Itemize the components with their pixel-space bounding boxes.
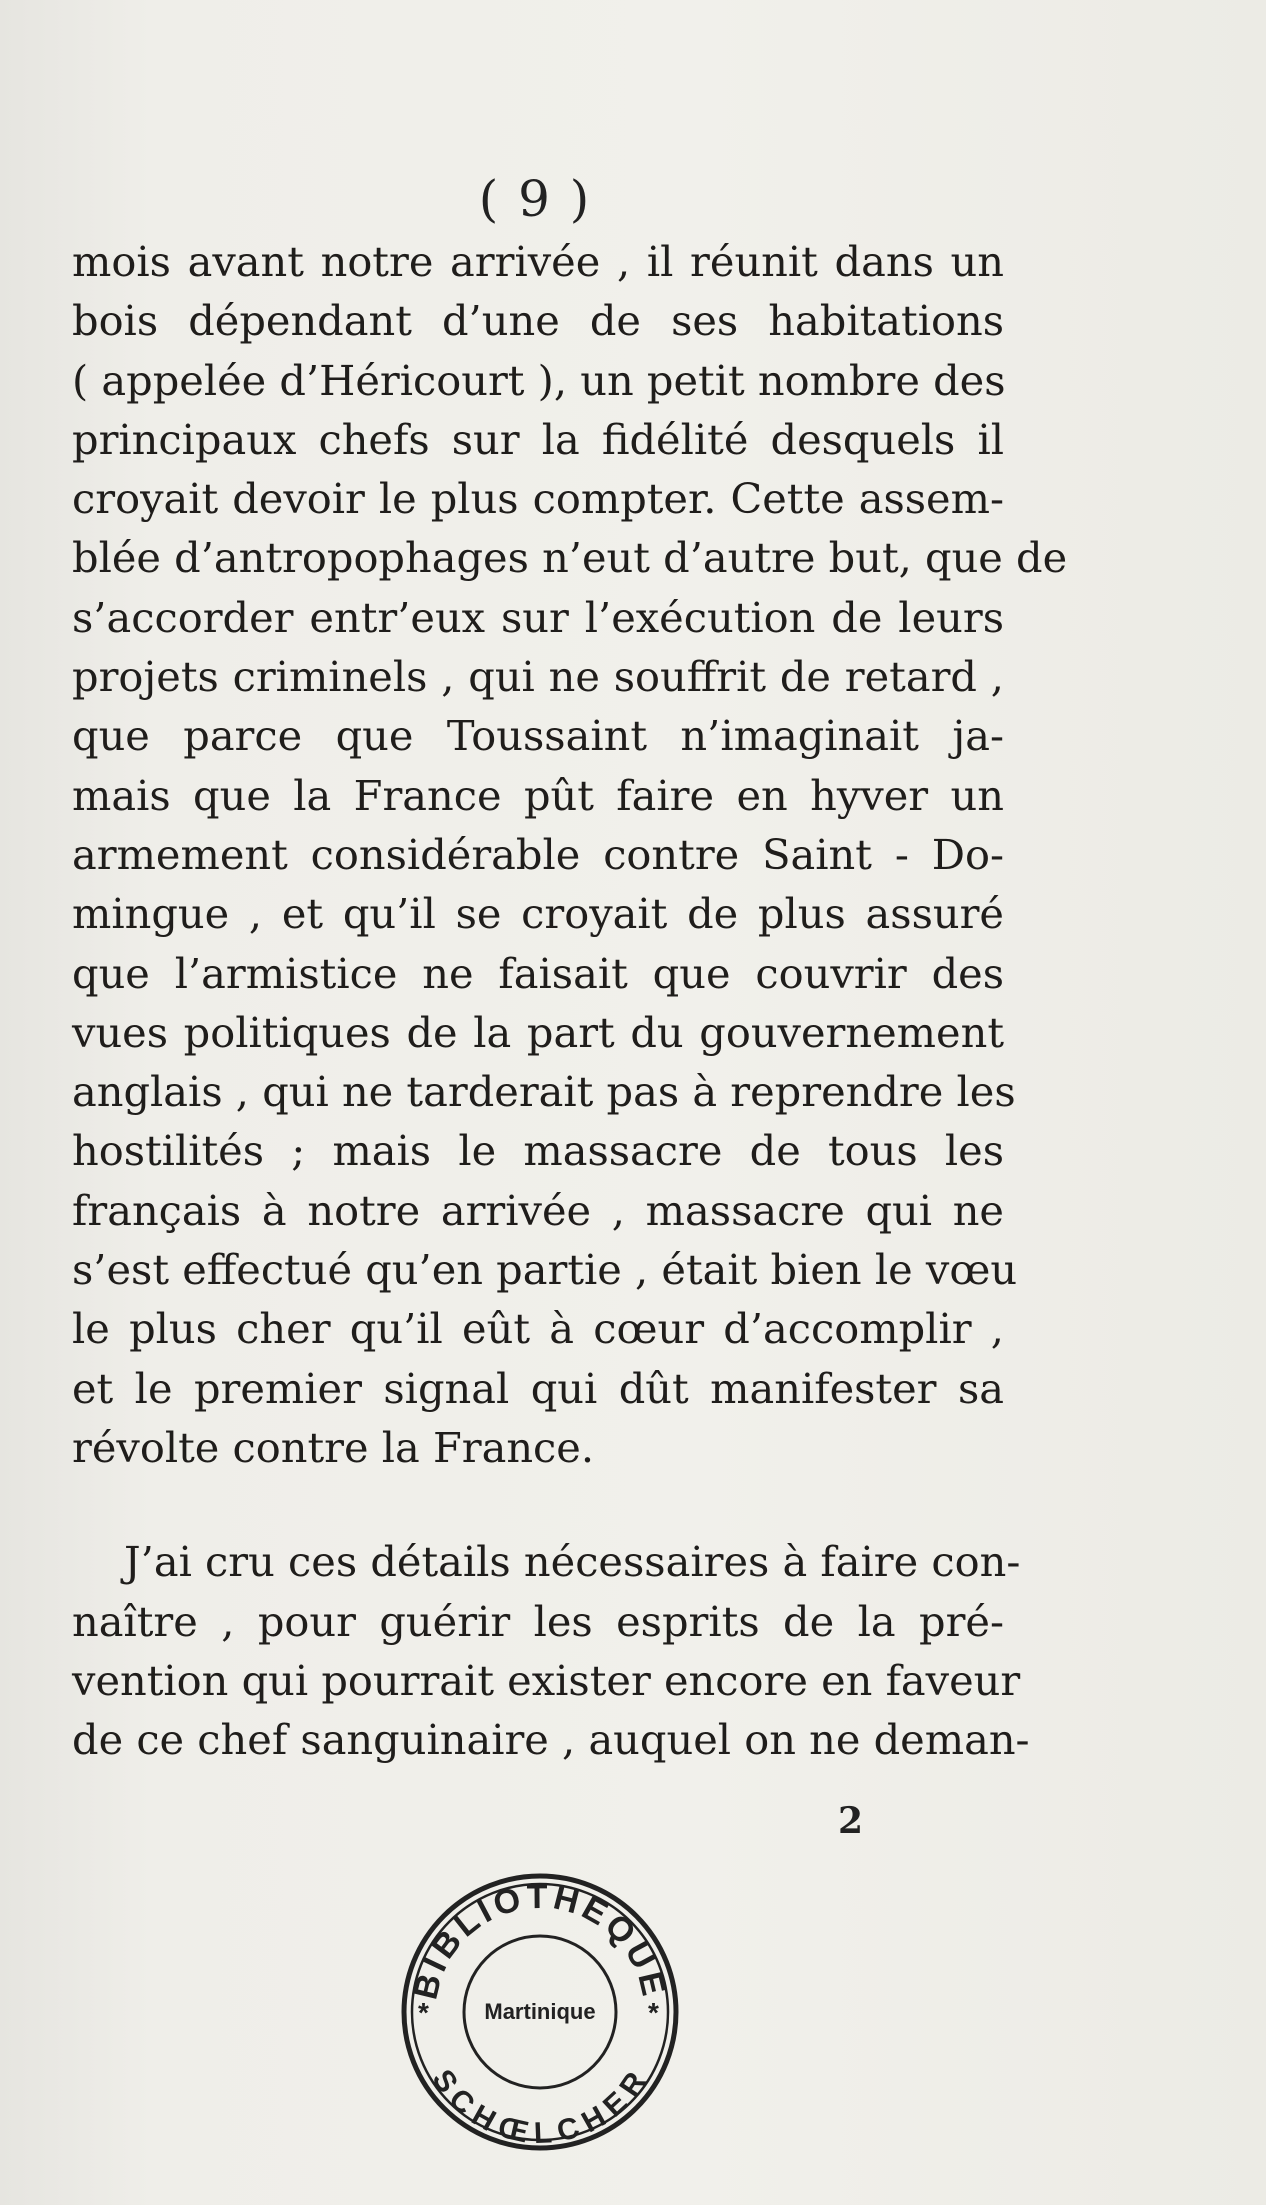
paragraph2-line-1: J’ai cru ces détails nécessaires à faire con- bbox=[124, 1537, 1021, 1587]
text-line-7: s’accorder entr’eux sur l’exécution de leurs bbox=[72, 592, 1004, 642]
stamp-star-right: * bbox=[648, 1997, 659, 2028]
text-line-17: français à notre arrivée , massacre qui ne bbox=[72, 1185, 1004, 1235]
text-line-13: que l’armistice ne faisait que couvrir des bbox=[72, 948, 1004, 998]
library-stamp bbox=[398, 1870, 682, 2154]
text-line-19: le plus cher qu’il eût à cœur d’accomplir , bbox=[72, 1304, 1004, 1354]
signature-mark: 2 bbox=[838, 1800, 864, 1842]
paragraph2-line-2: naître , pour guérir les esprits de la pré- bbox=[72, 1596, 1004, 1646]
text-line-6: blée d’antropophages n’eut d’autre but, que de bbox=[72, 533, 1068, 583]
text-line-1: mois avant notre arrivée , il réunit dans un bbox=[72, 237, 1004, 286]
text-line-9: que parce que Toussaint n’imaginait ja- bbox=[72, 711, 1004, 761]
stamp-star-left: * bbox=[418, 1997, 429, 2028]
text-line-4: principaux chefs sur la fidélité desquels il bbox=[72, 414, 1004, 464]
text-line-21: révolte contre la France. bbox=[72, 1422, 595, 1472]
text-line-16: hostilités ; mais le massacre de tous les bbox=[72, 1126, 1004, 1176]
text-line-3: ( appelée d’Héricourt ), un petit nombre des bbox=[72, 355, 1006, 405]
stamp-top-text: BIBLIOTHEQUE bbox=[406, 1877, 674, 2004]
text-line-12: mingue , et qu’il se croyait de plus assuré bbox=[72, 889, 1004, 939]
text-line-15: anglais , qui ne tarderait pas à reprendre les bbox=[72, 1067, 1016, 1117]
paragraph2-line-4: de ce chef sanguinaire , auquel on ne deman- bbox=[72, 1715, 1030, 1765]
text-line-18: s’est effectué qu’en partie , était bien le vœu bbox=[72, 1245, 1018, 1295]
text-line-5: croyait devoir le plus compter. Cette assem- bbox=[72, 474, 1004, 524]
stamp-bottom-text: SCHŒLCHER bbox=[425, 2063, 655, 2151]
text-line-11: armement considérable contre Saint - Do- bbox=[72, 829, 1004, 879]
paragraph2-line-3: vention qui pourrait exister encore en faveur bbox=[72, 1655, 1021, 1705]
text-line-2: bois dépendant d’une de ses habitations bbox=[72, 296, 1004, 346]
page-number: ( 9 ) bbox=[478, 170, 592, 228]
paragraph-gap bbox=[72, 1477, 1004, 1532]
text-line-10: mais que la France pût faire en hyver un bbox=[72, 770, 1004, 820]
text-line-8: projets criminels , qui ne souffrit de retard , bbox=[72, 652, 1004, 702]
text-line-20: et le premier signal qui dût manifester sa bbox=[72, 1363, 1004, 1413]
stamp-center-text: Martinique bbox=[484, 1999, 596, 2024]
body-text bbox=[72, 232, 1068, 1769]
text-line-14: vues politiques de la part du gouvernement bbox=[72, 1007, 1004, 1057]
